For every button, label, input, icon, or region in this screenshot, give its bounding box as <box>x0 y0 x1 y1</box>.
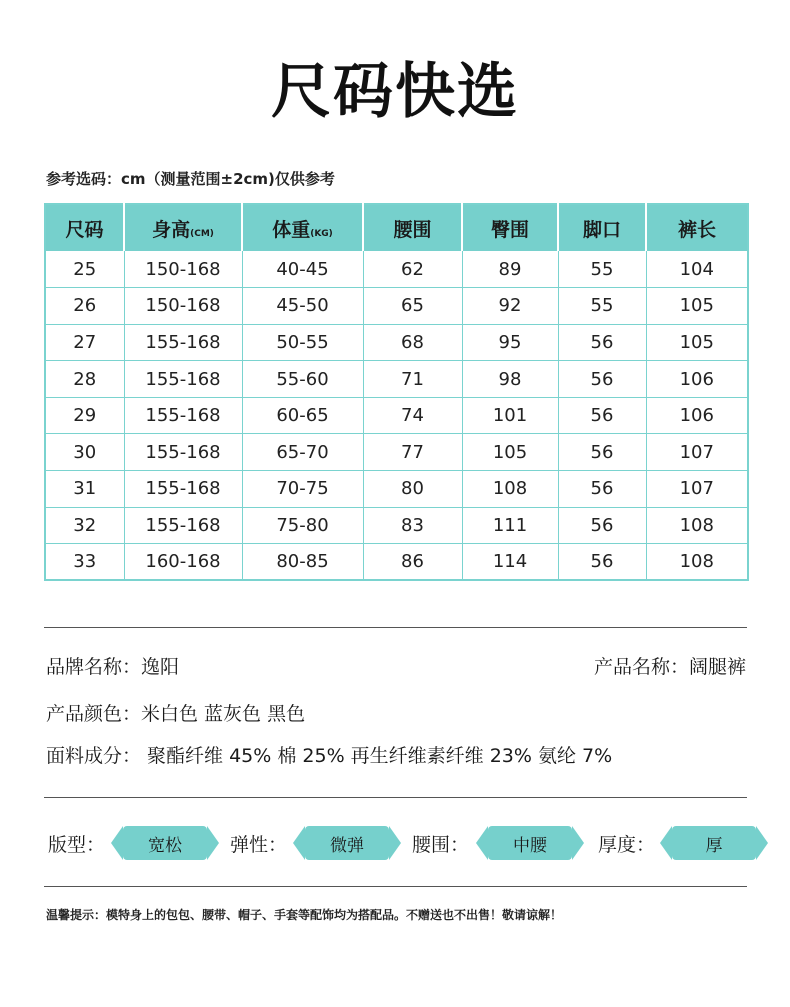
table-row <box>45 288 748 325</box>
elasticity-badge: 微弹 <box>305 826 389 860</box>
header-height: 身高(CM) <box>124 204 242 251</box>
cell-waist: 71 <box>363 361 462 398</box>
cell-length: 106 <box>646 361 748 398</box>
cell-length: 105 <box>646 288 748 325</box>
cell-hem: 56 <box>558 361 646 398</box>
cell-height: 155-168 <box>124 397 242 434</box>
waist-badge: 中腰 <box>488 826 572 860</box>
table-row <box>45 507 748 544</box>
cell-height: 150-168 <box>124 288 242 325</box>
header-length: 裤长 <box>646 204 748 251</box>
cell-hem: 56 <box>558 544 646 581</box>
thickness-label: 厚度： <box>598 834 656 856</box>
cell-size: 30 <box>45 434 124 471</box>
cell-hem: 56 <box>558 471 646 508</box>
cell-hip: 98 <box>462 361 558 398</box>
notice-text: 温馨提示：模特身上的包包、腰带、帽子、手套等配饰均为搭配品。不赠送也不出售！敬请谅解！ <box>46 908 563 922</box>
header-height-unit: (CM) <box>190 228 214 239</box>
cell-hip: 95 <box>462 324 558 361</box>
cell-waist: 86 <box>363 544 462 581</box>
header-hem: 脚口 <box>558 204 646 251</box>
size-table <box>44 203 749 581</box>
cell-weight: 45-50 <box>242 288 363 325</box>
cell-weight: 70-75 <box>242 471 363 508</box>
cell-weight: 40-45 <box>242 251 363 288</box>
cell-waist: 65 <box>363 288 462 325</box>
waist-label: 腰围： <box>412 834 470 856</box>
cell-weight: 75-80 <box>242 507 363 544</box>
cell-hem: 56 <box>558 434 646 471</box>
header-size: 尺码 <box>45 204 124 251</box>
table-row <box>45 471 748 508</box>
cell-hem: 56 <box>558 324 646 361</box>
brand-name: 品牌名称：逸阳 <box>46 656 180 678</box>
cell-height: 155-168 <box>124 434 242 471</box>
table-row <box>45 251 748 288</box>
cell-weight: 50-55 <box>242 324 363 361</box>
cell-length: 106 <box>646 397 748 434</box>
cell-size: 25 <box>45 251 124 288</box>
divider-bottom <box>44 886 747 887</box>
cell-size: 32 <box>45 507 124 544</box>
cell-waist: 83 <box>363 507 462 544</box>
cell-height: 160-168 <box>124 544 242 581</box>
product-colors: 产品颜色：米白色 蓝灰色 黑色 <box>46 703 306 725</box>
table-row <box>45 397 748 434</box>
reference-note: 参考选码：cm（测量范围±2cm)仅供参考 <box>46 170 335 188</box>
cell-waist: 77 <box>363 434 462 471</box>
cell-length: 104 <box>646 251 748 288</box>
cell-weight: 80-85 <box>242 544 363 581</box>
header-hip: 臀围 <box>462 204 558 251</box>
cell-size: 31 <box>45 471 124 508</box>
cell-height: 155-168 <box>124 361 242 398</box>
cell-size: 33 <box>45 544 124 581</box>
header-waist: 腰围 <box>363 204 462 251</box>
page-title: 尺码快选 <box>271 57 519 127</box>
cell-size: 27 <box>45 324 124 361</box>
cell-length: 105 <box>646 324 748 361</box>
table-row <box>45 324 748 361</box>
cell-hem: 56 <box>558 507 646 544</box>
cell-height: 155-168 <box>124 507 242 544</box>
cell-height: 155-168 <box>124 324 242 361</box>
elasticity-label: 弹性： <box>230 834 288 856</box>
cell-hip: 111 <box>462 507 558 544</box>
fabric-composition: 面料成分： 聚酯纤维 45% 棉 25% 再生纤维素纤维 23% 氨纶 7% <box>46 745 613 767</box>
cell-length: 108 <box>646 507 748 544</box>
table-body <box>45 251 748 580</box>
cell-weight: 55-60 <box>242 361 363 398</box>
cell-waist: 74 <box>363 397 462 434</box>
cell-length: 107 <box>646 434 748 471</box>
cell-hip: 92 <box>462 288 558 325</box>
cell-hip: 89 <box>462 251 558 288</box>
cell-waist: 62 <box>363 251 462 288</box>
thickness-badge: 厚 <box>672 826 756 860</box>
cell-length: 108 <box>679 551 714 573</box>
fit-badge: 宽松 <box>123 826 207 860</box>
cell-hem: 55 <box>558 251 646 288</box>
cell-size: 26 <box>45 288 124 325</box>
table-row <box>45 544 748 581</box>
cell-weight: 65-70 <box>242 434 363 471</box>
table-header-row <box>45 204 748 251</box>
cell-hip: 101 <box>462 397 558 434</box>
attribute-bar <box>46 824 746 862</box>
cell-size: 29 <box>45 397 124 434</box>
fit-label: 版型： <box>48 834 106 856</box>
header-weight: 体重(KG) <box>242 204 363 251</box>
table-row <box>45 361 748 398</box>
cell-height: 150-168 <box>124 251 242 288</box>
cell-hip: 114 <box>462 544 558 581</box>
cell-hem: 55 <box>558 288 646 325</box>
cell-waist: 80 <box>363 471 462 508</box>
cell-size: 28 <box>45 361 124 398</box>
cell-weight: 60-65 <box>242 397 363 434</box>
divider-middle <box>44 797 747 798</box>
cell-length: 107 <box>646 471 748 508</box>
cell-height: 155-168 <box>124 471 242 508</box>
cell-waist: 68 <box>363 324 462 361</box>
product-name: 产品名称：阔腿裤 <box>593 656 746 678</box>
cell-hip: 105 <box>462 434 558 471</box>
cell-hip: 108 <box>462 471 558 508</box>
header-weight-unit: (KG) <box>310 228 333 239</box>
cell-hem: 56 <box>558 397 646 434</box>
table-row <box>45 434 748 471</box>
divider-top <box>44 627 747 628</box>
